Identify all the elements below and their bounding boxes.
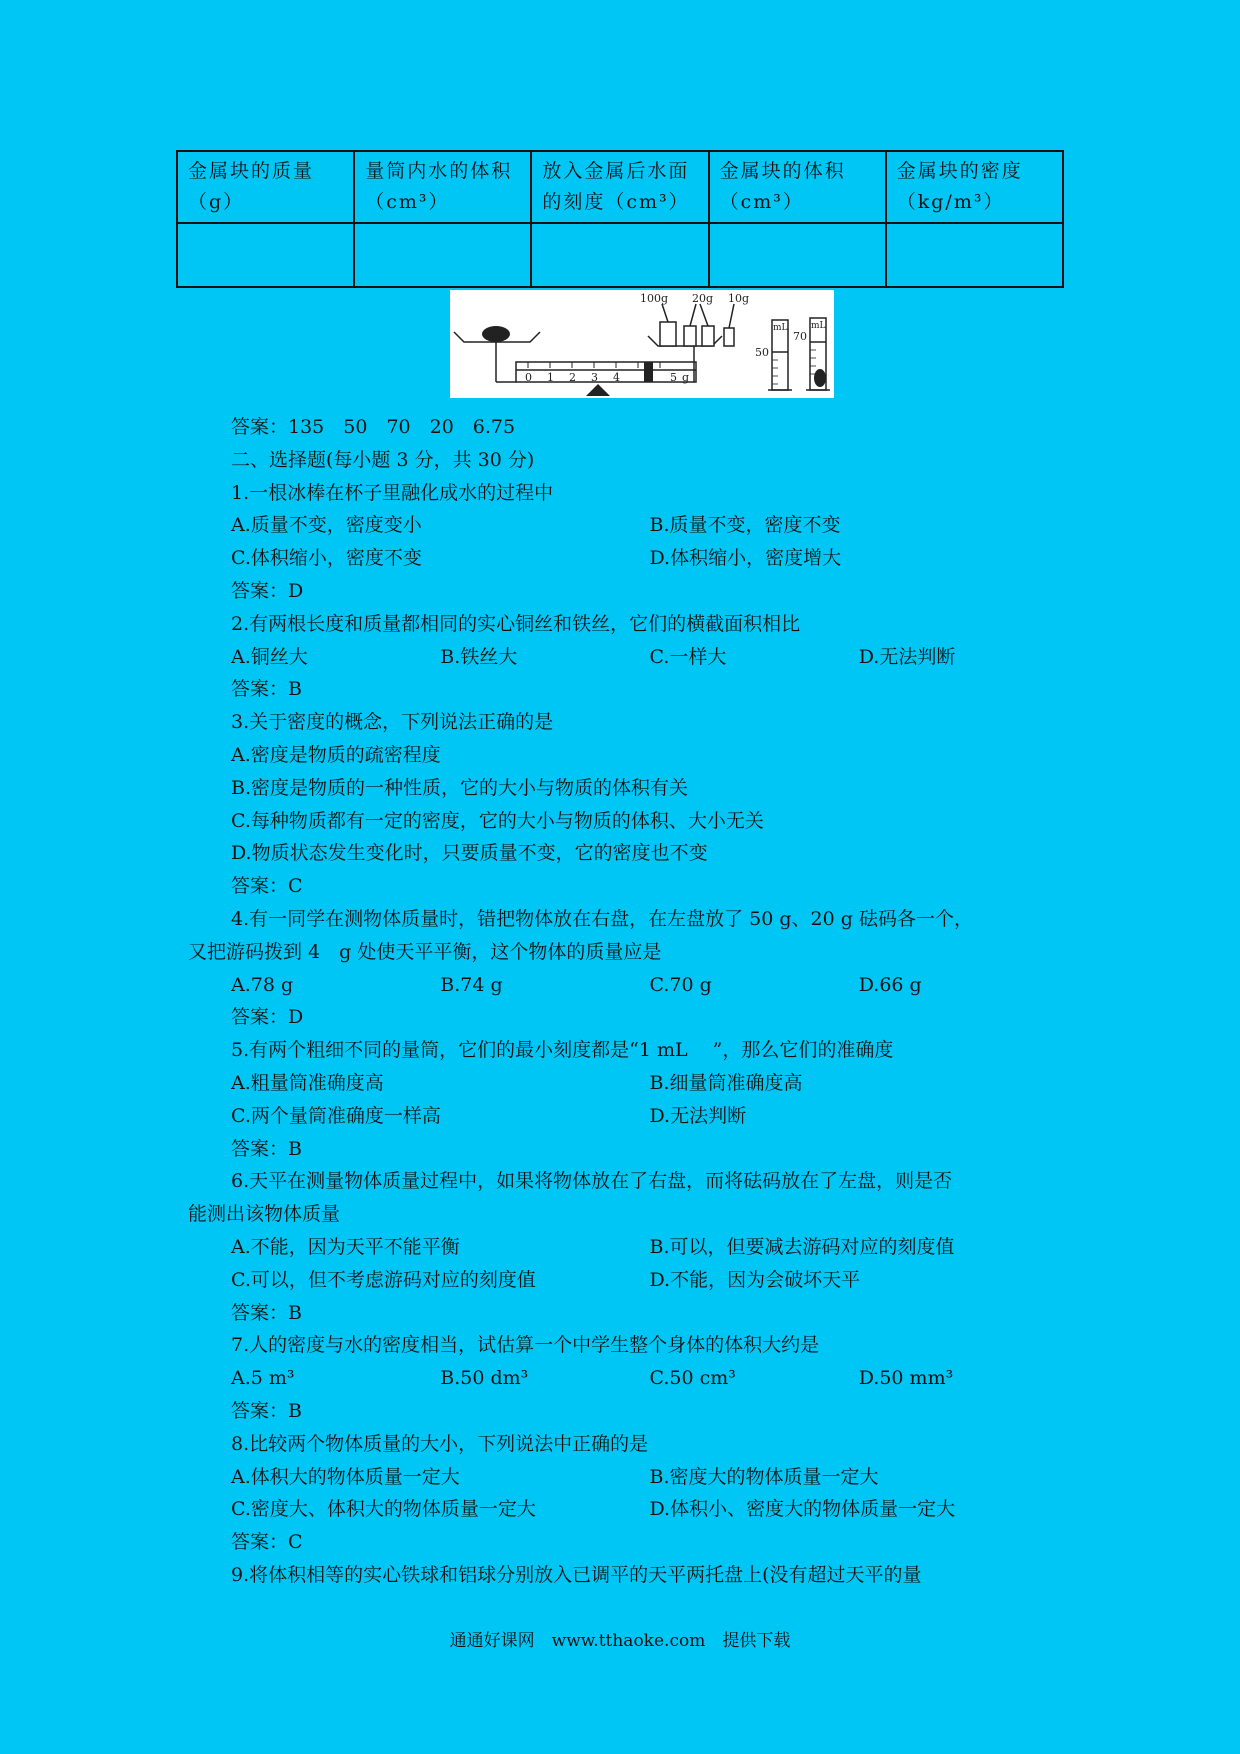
answer-line: 答案：C <box>231 875 303 898</box>
section-title: 二、选择题(每小题 3 分，共 30 分) <box>231 448 535 471</box>
option: A.密度是物质的疏密程度 <box>231 743 441 766</box>
question-stem: 3.关于密度的概念，下列说法正确的是 <box>231 711 554 734</box>
question-list <box>188 477 1068 1592</box>
balance-cylinder-figure <box>450 290 834 398</box>
option: B.密度大的物体质量一定大 <box>649 1465 879 1488</box>
answer-line: 答案：B <box>231 1137 302 1160</box>
table-header-cell: 放入金属后水面的刻度（cm³） <box>531 151 708 223</box>
option-row <box>188 969 1068 1002</box>
table-header-cell: 金属块的质量（g） <box>177 151 354 223</box>
option: B.质量不变，密度不变 <box>649 514 841 537</box>
cylinder-1-unit: mL <box>773 323 788 333</box>
page-footer: 通通好课网 www.tthaoke.com 提供下载 <box>449 1631 791 1651</box>
option-row <box>188 542 1068 575</box>
cylinder-2-unit: mL <box>811 321 826 331</box>
table-header-cell: 金属块的密度（kg/m³） <box>886 151 1063 223</box>
table-header-cell: 金属块的体积（cm³） <box>709 151 886 223</box>
scale-beam <box>516 362 696 382</box>
scale-label: 3 <box>591 371 598 384</box>
weight-10g <box>724 328 734 346</box>
weight-label-10g: 10g <box>728 292 750 305</box>
option: B.可以，但要减去游码对应的刻度值 <box>649 1235 955 1258</box>
option: A.铜丝大 <box>231 645 308 668</box>
option: C.两个量筒准确度一样高 <box>231 1104 441 1127</box>
table-cell <box>354 223 531 287</box>
option: D.不能，因为会破坏天平 <box>649 1268 861 1291</box>
previous-answer: 答案：135 50 70 20 6.75 <box>231 416 516 438</box>
answer-line: 答案：C <box>231 1531 303 1554</box>
scale-label: 4 <box>613 371 620 384</box>
option-row <box>188 1362 1068 1395</box>
option-row <box>188 1067 1068 1100</box>
option: A.质量不变，密度变小 <box>231 514 422 537</box>
table-cell <box>531 223 708 287</box>
option: B.细量筒准确度高 <box>649 1071 803 1094</box>
scale-label: 5 <box>670 371 677 384</box>
answer-line: 答案：D <box>231 579 304 602</box>
table-header-cell: 量筒内水的体积（cm³） <box>354 151 531 223</box>
answer-line: 答案：B <box>231 1399 302 1422</box>
weight-20g-2 <box>702 326 714 346</box>
option-row <box>188 1100 1068 1133</box>
question-stem: 9.将体积相等的实心铁球和铝球分别放入已调平的天平两托盘上(没有超过天平的量 <box>231 1563 922 1586</box>
question-stem-continued: 能测出该物体质量 <box>188 1203 341 1226</box>
option: B.铁丝大 <box>440 645 518 668</box>
weight-100g <box>660 322 676 346</box>
question-stem: 6.天平在测量物体质量过程中，如果将物体放在了右盘，而将砝码放在了左盘，则是否 <box>231 1170 953 1193</box>
option: C.可以，但不考虑游码对应的刻度值 <box>231 1268 536 1291</box>
question-stem-continued: 又把游码拨到 4 g 处使天平平衡，这个物体的质量应是 <box>188 940 662 963</box>
scale-label: 0 <box>525 371 532 384</box>
option: B.50 dm³ <box>440 1367 529 1390</box>
table-cell <box>709 223 886 287</box>
pivot-triangle <box>586 384 610 396</box>
option: C.50 cm³ <box>649 1367 736 1390</box>
option: D.体积小、密度大的物体质量一定大 <box>649 1498 956 1521</box>
weight-label-100g: 100g <box>640 292 669 305</box>
option: D.无法判断 <box>858 645 956 668</box>
option: C.一样大 <box>649 645 727 668</box>
table-header-row <box>177 151 1063 223</box>
option: B.密度是物质的一种性质，它的大小与物质的体积有关 <box>231 776 689 799</box>
option-row <box>188 641 1068 674</box>
option-row <box>188 1461 1068 1494</box>
question-content <box>188 411 1068 1592</box>
option: A.不能，因为天平不能平衡 <box>231 1235 460 1258</box>
weight-20g <box>684 326 696 346</box>
option-row <box>188 1231 1068 1264</box>
option: A.体积大的物体质量一定大 <box>231 1465 460 1488</box>
scale-label: g <box>682 371 690 384</box>
option: D.66 g <box>858 973 922 996</box>
weight-label-20g: 20g <box>692 292 714 305</box>
option-row <box>188 1493 1068 1526</box>
question-stem: 7.人的密度与水的密度相当，试估算一个中学生整个身体的体积大约是 <box>231 1334 820 1357</box>
option: C.70 g <box>649 973 712 996</box>
question-stem: 1.一根冰棒在杯子里融化成水的过程中 <box>231 481 554 504</box>
answer-line: 答案：B <box>231 678 302 701</box>
question-stem: 5.有两个粗细不同的量筒，它们的最小刻度都是“1 mL ”，那么它们的准确度 <box>231 1039 894 1062</box>
option: C.每种物质都有一定的密度，它的大小与物质的体积、大小无关 <box>231 809 764 832</box>
object-blob <box>482 326 510 342</box>
cylinder-1-value: 50 <box>755 346 769 359</box>
option: C.体积缩小，密度不变 <box>231 547 422 570</box>
option: B.74 g <box>440 973 503 996</box>
option: A.5 m³ <box>231 1367 295 1390</box>
scale-label: 2 <box>569 371 576 384</box>
question-stem: 4.有一同学在测物体质量时，错把物体放在右盘，在左盘放了 50 g、20 g 砝码各一个， <box>231 907 973 930</box>
rider <box>644 362 653 382</box>
question-stem: 8.比较两个物体质量的大小，下列说法中正确的是 <box>231 1432 649 1455</box>
answer-line: 答案：D <box>231 1006 304 1029</box>
table-cell <box>886 223 1063 287</box>
answer-line: 答案：B <box>231 1301 302 1324</box>
cylinder-2-value: 70 <box>793 330 807 343</box>
option: D.无法判断 <box>649 1104 747 1127</box>
table-row <box>177 223 1063 287</box>
option: D.物质状态发生变化时，只要质量不变，它的密度也不变 <box>231 842 708 865</box>
balance-illustration <box>450 290 834 398</box>
table-cell <box>177 223 354 287</box>
option-row <box>188 509 1068 542</box>
option: A.78 g <box>231 973 294 996</box>
option: C.密度大、体积大的物体质量一定大 <box>231 1498 536 1521</box>
option: D.体积缩小，密度增大 <box>649 547 842 570</box>
scale-label: 1 <box>547 371 554 384</box>
data-table <box>176 150 1064 288</box>
option: A.粗量筒准确度高 <box>231 1071 384 1094</box>
metal-block <box>814 369 826 387</box>
question-stem: 2.有两根长度和质量都相同的实心铜丝和铁丝，它们的横截面积相比 <box>231 612 801 635</box>
option-row <box>188 1264 1068 1297</box>
option: D.50 mm³ <box>858 1367 954 1390</box>
